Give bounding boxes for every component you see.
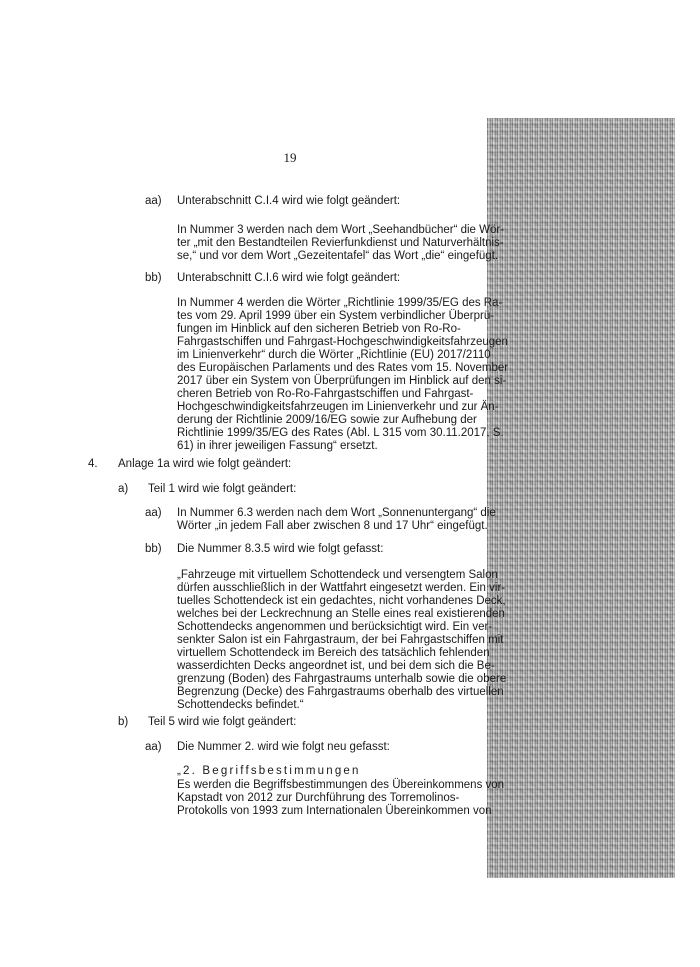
text-line: 61) in ihrer jeweiligen Fassung“ ersetzt. xyxy=(177,440,378,452)
section-heading: „2. Begriffsbestimmungen xyxy=(177,765,361,777)
text-line: derung der Richtlinie 2009/16/EG sowie zur Aufhebung der xyxy=(177,414,477,426)
item-title: Unterabschnitt C.I.6 wird wie folgt geändert: xyxy=(177,272,401,284)
text-line: ter „mit den Bestandteilen Revierfunkdienst und Naturverhältnis- xyxy=(177,237,504,249)
item-title: Die Nummer 8.3.5 wird wie folgt gefasst: xyxy=(177,543,384,555)
item-title: Unterabschnitt C.I.4 wird wie folgt geändert: xyxy=(177,195,401,207)
text-line: Protokolls von 1993 zum Internationalen Übereinkommen von xyxy=(177,805,492,817)
text-line: senkter Salon ist ein Fahrgastraum, der bei Fahrgastschiffen mit xyxy=(177,634,504,646)
page-number: 19 xyxy=(283,150,297,165)
item-label-bb: bb) xyxy=(145,543,162,555)
text-line: In Nummer 3 werden nach dem Wort „Seehandbücher“ die Wör- xyxy=(177,224,505,236)
text-line: tuelles Schottendeck ist ein gedachtes, nicht vorhandenes Deck, xyxy=(177,595,506,607)
text-line: dürfen ausschließlich in der Wattfahrt eingesetzt werden. Ein vir- xyxy=(177,582,506,594)
text-line: Wörter „in jedem Fall aber zwischen 8 und 17 Uhr“ eingefügt. xyxy=(177,520,488,532)
text-line: virtuellem Schottendeck im Bereich des tatsächlich fehlenden xyxy=(177,647,490,659)
text-line: Kapstadt von 2012 zur Durchführung des Torremolinos- xyxy=(177,792,460,804)
text-line: se,“ und vor dem Wort „Gezeitentafel“ das Wort „die“ eingefügt. xyxy=(177,250,499,262)
item-label-aa: aa) xyxy=(145,507,162,519)
item-label-b: b) xyxy=(118,716,129,728)
text-line: cheren Betrieb von Ro-Ro-Fahrgastschiffen und Fahrgast- xyxy=(177,388,474,400)
text-line: im Linienverkehr“ durch die Wörter „Richtlinie (EU) 2017/2110 xyxy=(177,349,491,361)
text-line: Begrenzung (Decke) des Fahrgastraums oberhalb des virtuellen xyxy=(177,686,504,698)
text-line: Hochgeschwindigkeitsfahrzeugen im Linienverkehr und zur Än- xyxy=(177,401,499,413)
text-line: Fahrgastschiffen und Fahrgast-Hochgeschwindigkeitsfahrzeugen xyxy=(177,336,508,348)
text-line: welches bei der Leckrechnung an Stelle eines real existierenden xyxy=(177,608,505,620)
item-label-4: 4. xyxy=(88,458,98,470)
text-line: fungen im Hinblick auf den sicheren Betrieb von Ro-Ro- xyxy=(177,323,461,335)
text-line: grenzung (Boden) des Fahrgastraums unterhalb sowie die obere xyxy=(177,673,507,685)
item-label-a: a) xyxy=(118,483,129,495)
item-label-bb: bb) xyxy=(145,272,162,284)
scan-noise-strip xyxy=(487,118,675,878)
text-line: tes vom 29. April 1999 über ein System verbindlicher Überprü- xyxy=(177,310,495,322)
item-title: Teil 5 wird wie folgt geändert: xyxy=(148,716,297,728)
item-label-aa: aa) xyxy=(145,741,162,753)
item-title: Anlage 1a wird wie folgt geändert: xyxy=(118,458,292,470)
text-line: „Fahrzeuge mit virtuellem Schottendeck und versengtem Salon xyxy=(177,569,498,581)
text-line: Schottendecks angenommen und berücksichtigt wird. Ein ver- xyxy=(177,621,493,633)
text-line: des Europäischen Parlaments und des Rates vom 15. November xyxy=(177,362,509,374)
text-line: Schottendecks befindet.“ xyxy=(177,699,304,711)
text-line: 2017 über ein System von Überprüfungen im Hinblick auf den si- xyxy=(177,375,507,387)
item-title: Die Nummer 2. wird wie folgt neu gefasst: xyxy=(177,741,390,753)
text-line: Richtlinie 1999/35/EG des Rates (Abl. L 315 vom 30.11.2017, S. xyxy=(177,427,504,439)
text-line: In Nummer 6.3 werden nach dem Wort „Sonnenuntergang“ die xyxy=(177,507,496,519)
item-title: Teil 1 wird wie folgt geändert: xyxy=(148,483,297,495)
item-label-aa: aa) xyxy=(145,195,162,207)
text-line: Es werden die Begriffsbestimmungen des Übereinkommens von xyxy=(177,779,505,791)
text-line: In Nummer 4 werden die Wörter „Richtlinie 1999/35/EG des Ra- xyxy=(177,297,503,309)
text-line: wasserdichten Decks angeordnet ist, und bei dem sich die Be- xyxy=(177,660,495,672)
